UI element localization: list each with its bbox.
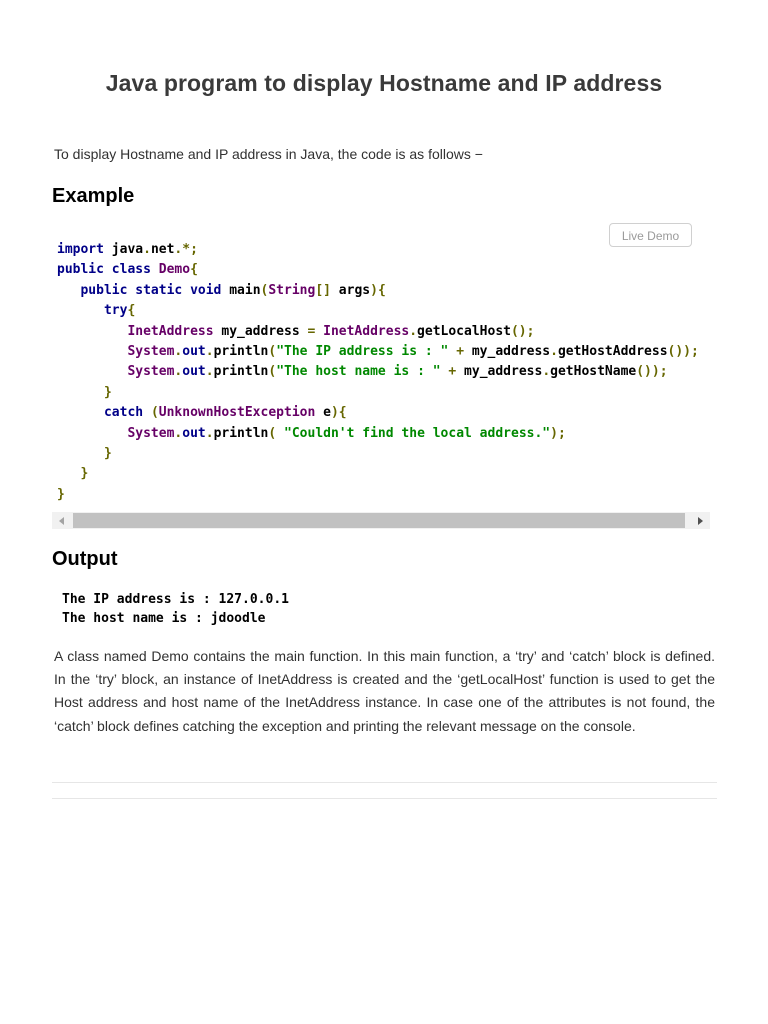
- code-line: [57, 383, 112, 403]
- code-line: [57, 485, 65, 505]
- code-line: [57, 444, 112, 464]
- page-title: Java program to display Hostname and IP address: [105, 70, 663, 96]
- code-line: [57, 403, 347, 423]
- live-demo-button[interactable]: Live Demo: [609, 223, 692, 247]
- code-token: {: [127, 303, 136, 319]
- code-token: }: [80, 466, 89, 482]
- code-token: .: [205, 344, 214, 359]
- code-token: [151, 262, 159, 277]
- code-token: InetAddress: [323, 323, 410, 339]
- code-token: String: [268, 282, 316, 298]
- code-token: getLocalHost: [417, 323, 511, 339]
- code-token: (: [268, 344, 277, 359]
- code-token: .: [205, 364, 214, 380]
- code-token: println: [213, 364, 269, 380]
- code-token: "The IP address is : ": [276, 344, 449, 359]
- code-token: [57, 446, 104, 461]
- scroll-right-arrow-icon[interactable]: [690, 512, 710, 529]
- code-token: "The host name is : ": [276, 364, 441, 380]
- code-token: (: [150, 405, 159, 421]
- code-token: System: [127, 344, 175, 359]
- code-line: [57, 322, 534, 342]
- divider: [52, 782, 717, 783]
- code-line: [57, 281, 386, 301]
- code-token: .: [143, 242, 151, 257]
- code-token: [57, 303, 104, 318]
- output-heading: Output: [52, 548, 118, 570]
- scroll-left-arrow-icon[interactable]: [52, 512, 72, 529]
- code-token: out: [182, 364, 206, 380]
- code-token: public: [80, 282, 128, 298]
- code-token: class: [111, 262, 151, 278]
- code-token: void: [190, 282, 222, 298]
- code-token: [57, 324, 127, 339]
- code-token: .: [409, 323, 418, 339]
- code-token: ());: [667, 344, 699, 359]
- code-token: =: [307, 323, 316, 339]
- code-line: [57, 260, 198, 280]
- output-block: [52, 590, 710, 632]
- code-token: Demo: [158, 262, 191, 278]
- code-token: import: [57, 242, 104, 257]
- code-token: println: [213, 344, 269, 359]
- code-token: }: [57, 486, 65, 502]
- code-token: (: [268, 425, 277, 441]
- code-token: [57, 364, 127, 379]
- code-line: [57, 240, 198, 260]
- code-token: [276, 426, 284, 441]
- divider: [52, 798, 717, 799]
- code-token: main: [221, 282, 261, 298]
- code-token: getHostAddress: [557, 344, 668, 359]
- code-token: [57, 426, 127, 441]
- intro-paragraph: To display Hostname and IP address in Java, the code is as follows −: [54, 146, 483, 162]
- code-token: .: [205, 425, 214, 441]
- code-token: (: [260, 282, 269, 298]
- output-line: The host name is : jdoodle: [62, 611, 266, 626]
- code-token: [57, 385, 104, 400]
- code-token: ());: [636, 364, 668, 380]
- code-token: [57, 283, 80, 298]
- code-token: +: [456, 344, 465, 359]
- code-token: my_address: [464, 344, 551, 359]
- code-line: [57, 424, 566, 444]
- code-token: .: [542, 364, 551, 380]
- code-token: [57, 344, 127, 359]
- code-token: net: [150, 242, 175, 257]
- code-token: java: [103, 242, 144, 257]
- code-token: (: [268, 364, 277, 380]
- code-token: {: [190, 262, 198, 278]
- code-token: InetAddress: [127, 323, 214, 339]
- code-line: [57, 464, 88, 484]
- code-token: +: [448, 364, 457, 380]
- code-token: catch: [103, 405, 144, 421]
- code-token: e: [315, 405, 331, 421]
- code-line: [57, 342, 699, 362]
- code-token: my_address: [213, 323, 308, 339]
- code-token: []: [315, 282, 331, 298]
- code-token: out: [182, 425, 206, 441]
- code-token: [104, 262, 112, 277]
- code-token: ){: [370, 282, 386, 298]
- code-token: [315, 324, 323, 339]
- code-token: static: [135, 282, 183, 298]
- code-token: ){: [330, 405, 347, 421]
- code-token: System: [127, 364, 175, 380]
- scrollbar-thumb[interactable]: [73, 513, 685, 528]
- code-token: my_address: [456, 364, 543, 380]
- code-token: }: [103, 384, 112, 400]
- code-token: [182, 283, 190, 298]
- code-line: [57, 362, 668, 382]
- code-token: ();: [510, 323, 535, 339]
- code-token: .: [174, 344, 183, 359]
- code-token: .*;: [174, 242, 198, 257]
- code-token: getHostName: [550, 364, 637, 380]
- code-token: System: [127, 425, 175, 441]
- code-token: .: [174, 364, 183, 380]
- code-token: println: [213, 425, 269, 441]
- example-heading: Example: [52, 185, 135, 207]
- code-token: .: [550, 344, 558, 359]
- code-horizontal-scrollbar[interactable]: [52, 512, 710, 529]
- code-token: [57, 405, 104, 420]
- code-token: public: [57, 262, 104, 278]
- code-line: [57, 301, 135, 321]
- description-paragraph: A class named Demo contains the main function. In this main function, a ‘try’ and ‘catch’ block is defined. In the ‘try’ block, an instance of InetAddress is created and the ‘getLocalHost’ function is used to get the Host address and host name of the InetAddress instance. In case one of the attributes is not found, the ‘catch’ block defines catching the exception and printing the relevant message on the console.: [54, 648, 715, 734]
- code-block: [52, 240, 710, 510]
- code-token: out: [182, 344, 206, 359]
- code-token: UnknownHostException: [158, 405, 316, 421]
- code-token: [143, 405, 151, 420]
- output-line: The IP address is : 127.0.0.1: [62, 592, 289, 607]
- code-token: }: [103, 446, 112, 461]
- code-token: .: [174, 425, 183, 441]
- code-token: [57, 466, 80, 481]
- code-token: "Couldn't find the local address.": [284, 425, 551, 441]
- code-token: );: [550, 425, 566, 441]
- code-token: try: [103, 303, 128, 319]
- code-token: args: [330, 282, 371, 298]
